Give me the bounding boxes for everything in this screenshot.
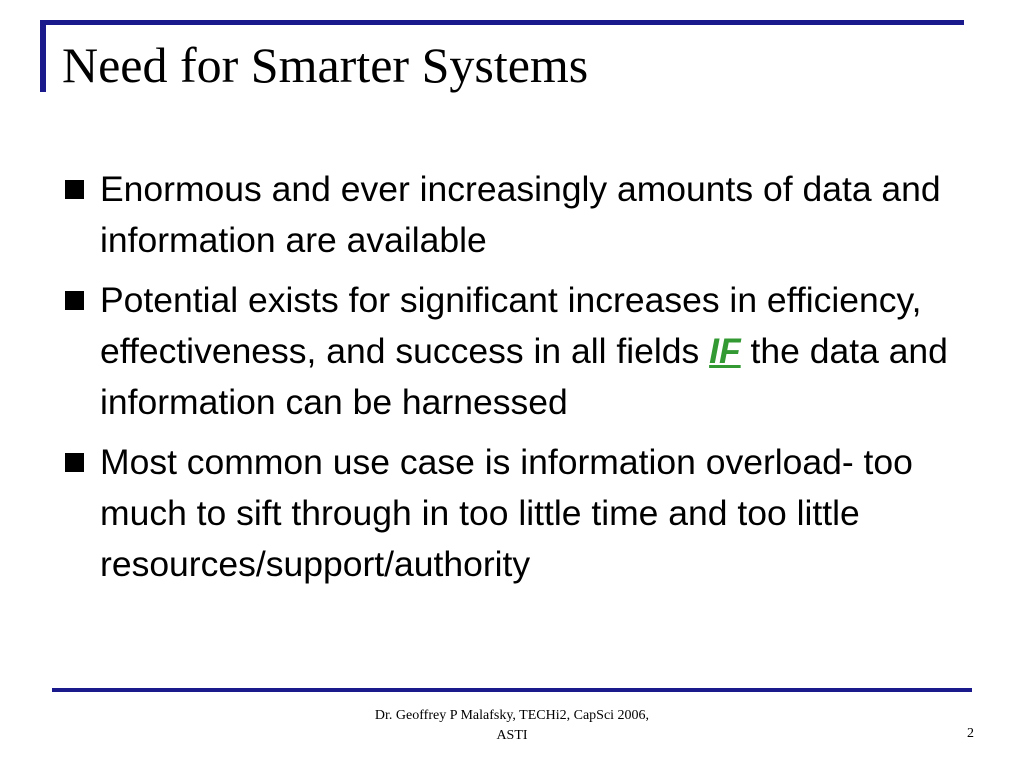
left-accent-bar (40, 20, 46, 92)
bullet-text: Enormous and ever increasingly amounts of data and information are available (100, 169, 941, 260)
square-bullet-icon (65, 453, 84, 472)
bullet-item (62, 275, 962, 428)
page-number: 2 (967, 726, 974, 741)
slide-title: Need for Smarter Systems (62, 37, 589, 93)
footer-credit (312, 706, 712, 746)
square-bullet-icon (65, 291, 84, 310)
bottom-accent-bar (52, 688, 972, 692)
top-accent-bar (40, 20, 964, 25)
bullet-list (62, 164, 962, 599)
bullet-text-before: Potential exists for significant increases in efficiency, effectiveness, and success in all fields (100, 280, 922, 371)
bullet-item (62, 437, 962, 590)
bullet-text-after: the data and information can be harnessed (100, 331, 948, 422)
square-bullet-icon (65, 180, 84, 199)
bullet-item (62, 164, 962, 266)
bullet-text: Most common use case is information overload- too much to sift through in too little time and too little resources/support/authority (100, 442, 913, 584)
footer-line-1: Dr. Geoffrey P Malafsky, TECHi2, CapSci 2006, (374, 708, 650, 723)
emphasis-if: IF (709, 331, 741, 371)
footer-line-2: ASTI (496, 728, 528, 743)
